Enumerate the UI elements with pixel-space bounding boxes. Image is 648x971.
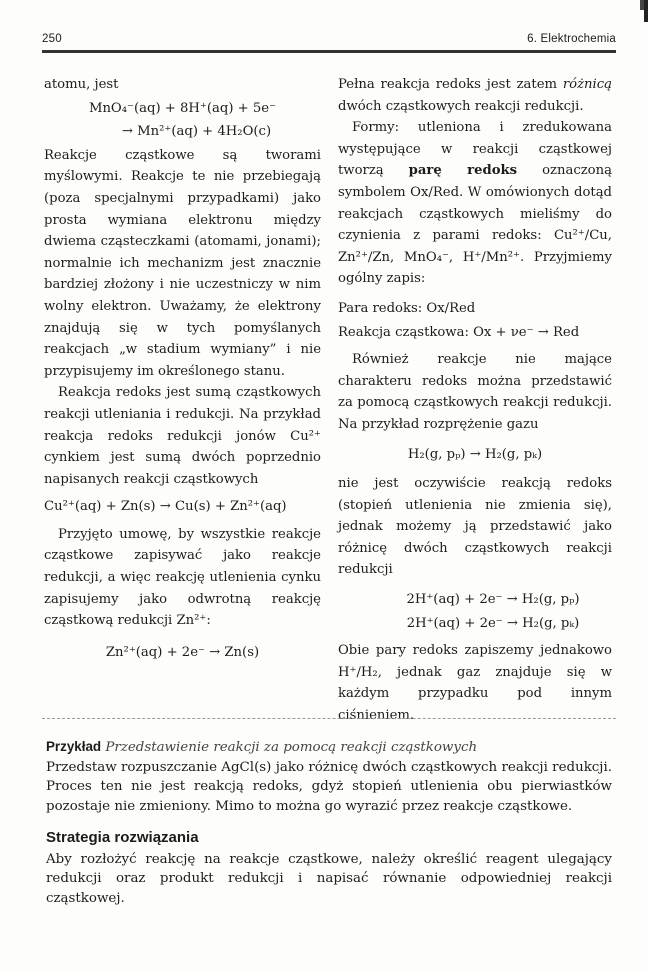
equation-hydrogen-p: 2H⁺(aq) + 2e⁻ → H₂(g, pₚ) <box>406 592 580 608</box>
equation-zinc-reduction: Zn²⁺(aq) + 2e⁻ → Zn(s) <box>105 644 260 660</box>
paragraph-pressure: Obie pary redoks zapiszemy jednakowo H⁺/H₂, jednak gaz znajduje się w każdym przypadku pod innym ciśnieniem. <box>338 643 612 724</box>
paragraph-convention: Przyjęto umowę, by wszystkie reakcje cząstkowe zapisywać jako reakcje redukcji, a więc reakcję utlenienia cynku zapisujemy jako odwrotną reakcję cząstkową redukcji Zn²⁺: <box>44 526 321 629</box>
equation-permanganate-2: → Mn²⁺(aq) + 4H₂O(c) <box>121 124 272 140</box>
notation-redox-pair: Para redoks: Ox/Red <box>338 300 476 316</box>
equation-copper-zinc: Cu²⁺(aq) + Zn(s) → Cu(s) + Zn²⁺(aq) <box>44 499 287 515</box>
example-subtitle: Przedstawienie reakcji za pomocą reakcji cząstkowych <box>105 740 478 755</box>
emphasis-difference: różnicą <box>562 77 612 92</box>
text-span: Pełna reakcja redoks jest zatem <box>338 77 563 92</box>
section-divider <box>42 718 616 720</box>
right-column <box>338 74 612 727</box>
paragraph-non-redox: Również reakcje nie mające charakteru redoks można przedstawić za pomocą cząstkowych reakcji redukcji. Na przykład rozprężenie gazu <box>338 352 612 432</box>
example-heading <box>46 737 612 758</box>
equation-hydrogen-k: 2H⁺(aq) + 2e⁻ → H₂(g, pₖ) <box>406 615 580 631</box>
left-column <box>44 74 321 665</box>
paragraph-full-redox <box>338 74 612 117</box>
strategy-text: Aby rozłożyć reakcję na reakcje cząstkowe, należy określić reagent ulegający redukcji oraz produkt redukcji i napisać równanie odpowiedniej reakcji cząstkowej. <box>46 851 612 906</box>
paragraph-redox-sum: Reakcja redoks jest sumą cząstkowych reakcji utleniania i redukcji. Na przykład reakcja redoks redukcji jonów Cu²⁺ cynkiem jest sumą dwóch poprzednio napisanych reakcji cząstkowych <box>44 385 321 487</box>
header-rule <box>42 50 616 53</box>
text-span: Formy: utleniona i zredukowana występujące w reakcji cząstkowej tworzą <box>338 120 612 179</box>
term-redox-pair: parę redoks <box>408 163 518 179</box>
text-span: dwóch cząstkowych reakcji redukcji. <box>338 98 584 114</box>
paragraph-half-reactions: Reakcje cząstkowe są tworami myślowymi. Reakcje te nie przebiegają (poza specjalnymi przypadkami) jako prosta wymiana elektronu między dwiema cząsteczkami (atomami, jonami); normalnie ich mechanizm jest znacznie bardziej złożony i nie uczestniczy w nim wolny elektron. Uważamy, że elektrony znajdują się w tych pomyślanych reakcjach „w stadium wymiany” i nie przypisujemy im określonego stanu. <box>44 147 321 379</box>
page-corner-mark <box>644 0 648 22</box>
chapter-title: 6. Elektrochemia <box>527 33 616 45</box>
intro-text: atomu, jest <box>44 77 119 92</box>
paragraph-difference: nie jest oczywiście reakcją redoks (stopień utlenienia nie zmienia się), jednak możemy ją przedstawić jako różnicę dwóch cząstkowych reakcji redukcji <box>338 476 612 578</box>
page-number: 250 <box>42 33 62 45</box>
equation-permanganate-1: MnO₄⁻(aq) + 8H⁺(aq) + 5e⁻ <box>88 100 277 116</box>
equation-gas-expansion: H₂(g, pₚ) → H₂(g, pₖ) <box>407 446 543 462</box>
text-span: oznaczoną symbolem Ox/Red. W omówionych dotąd reakcjach cząstkowych mieliśmy do czynienia z parami redoks: Cu²⁺/Cu, Zn²⁺/Zn, MnO₄⁻, H⁺/Mn²⁺. Przyjmiemy ogólny zapis: <box>338 163 612 287</box>
page-corner-mark <box>640 0 644 10</box>
example-label: Przykład <box>46 739 102 754</box>
paragraph-redox-pair <box>338 117 612 290</box>
example-text: Przedstaw rozpuszczanie AgCl(s) jako różnicę dwóch cząstkowych reakcji redukcji. Proces ten nie jest reakcją redoks, gdyż stopień utlenienia obu pierwiastków pozostaje nie zmieniony. Mimo to można go wyrazić przez reakcje cząstkowe. <box>46 759 612 814</box>
example-box <box>46 737 612 908</box>
notation-half-reaction: Reakcja cząstkowa: Ox + νe⁻ → Red <box>338 324 580 340</box>
strategy-title: Strategia rozwiązania <box>46 829 199 846</box>
